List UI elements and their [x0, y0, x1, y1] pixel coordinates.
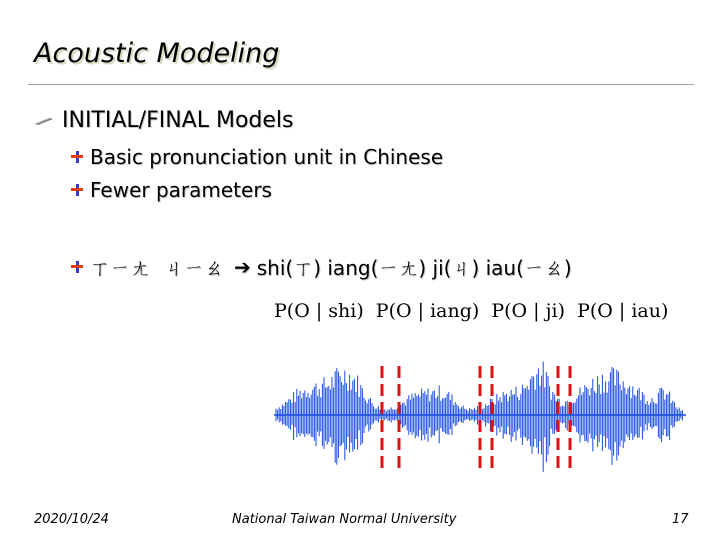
speech-waveform [270, 358, 690, 473]
title-divider [28, 84, 694, 85]
slide-title: Acoustic Modeling [34, 38, 280, 69]
waveform-amplitude [276, 362, 682, 472]
sub-bullet-3 [70, 252, 572, 281]
probability-formula: P(O | shi) P(O | iang) P(O | ji) P(O | iau) [274, 300, 669, 322]
main-bullet-text: INITIAL/FINAL Models [62, 108, 294, 133]
arrow-bullet-icon [34, 115, 54, 127]
bullet-square-icon [70, 183, 84, 197]
zhuyin-syllable-2: ㄐㄧㄠ [164, 256, 224, 280]
sub-bullet-1 [70, 145, 443, 169]
initial-final-mapping: shi(ㄒ) iang(ㄧㄤ) ji(ㄐ) iau(ㄧㄠ) [256, 256, 572, 280]
footer-date: 2020/10/24 [34, 512, 109, 527]
zhuyin-syllable-1: ㄒㄧㄤ [90, 256, 150, 280]
right-arrow-icon: ➔ [234, 254, 251, 279]
main-bullet [34, 108, 294, 133]
bullet-square-icon [70, 150, 84, 164]
footer-institution: National Taiwan Normal University [232, 512, 457, 527]
sub-bullet-text: Fewer parameters [90, 178, 272, 202]
bullet-square-icon [70, 260, 84, 274]
sub-bullet-text: Basic pronunciation unit in Chinese [90, 145, 444, 169]
sub-bullet-2 [70, 178, 272, 202]
page-number: 17 [672, 512, 689, 527]
